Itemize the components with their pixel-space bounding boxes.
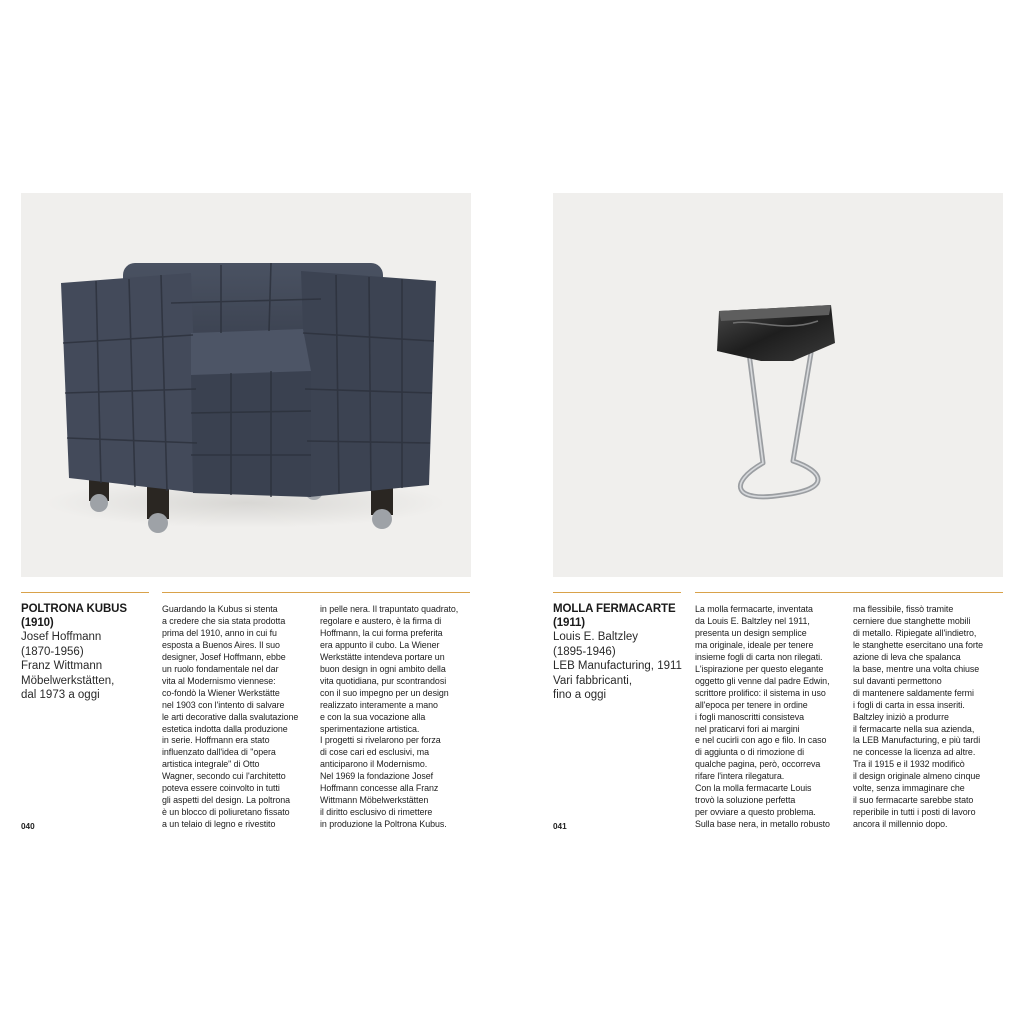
left-page-number: 040 [21, 822, 35, 831]
left-text-rule [162, 592, 470, 593]
right-meta-line: Vari fabbricanti, [553, 674, 633, 687]
right-title: MOLLA FERMACARTE (1911) [553, 603, 676, 629]
left-meta-line: dal 1973 a oggi [21, 689, 100, 702]
left-meta-line: (1870-1956) [21, 645, 84, 658]
right-meta-line: fino a oggi [553, 689, 607, 702]
right-text-rule [695, 592, 1003, 593]
left-meta-line: Franz Wittmann [21, 660, 103, 673]
left-title-rule [21, 592, 149, 593]
left-body-column-2: in pelle nera. Il trapuntato quadrato, regolare e austero, è la firma di Hoffmann, la cui forma preferita era appunto il cubo. La Wiener Werkstätte intendeva portare un buon design in ogni ambito della vita quotidiana, pur scontrandosi con il suo impegno per un design realizzato interamente a mano e con la sua vocazione alla sperimentazione artistica. I progetti si rivelarono per forza di cose cari ed esclusivi, ma anticiparono il Modernismo. Nel 1969 la fondazione Josef Hoffmann concesse alla Franz Wittmann Möbelwerkstätten il diritto esclusivo di rimettere in produzione la Poltrona Kubus. [320, 604, 459, 830]
kubus-chair-photo [21, 193, 471, 577]
right-page-number: 041 [553, 822, 567, 831]
left-meta-line: Möbelwerkstätten, [21, 674, 115, 687]
right-meta-line: Louis E. Baltzley [553, 631, 639, 643]
binder-clip-illustration [553, 193, 1003, 577]
right-body-column-2: ma flessibile, fissò tramite cerniere due stanghette mobili di metallo. Ripiegate all'indietro, le stanghette esercitano una forte azione di leva che spalanca la base, mentre una volta chiuse sul davanti permettono di mantenere saldamente fermi i fogli di carta in essa inseriti. Baltzley iniziò a produrre il fermacarte nella sua azienda, la LEB Manufacturing, e più tardi ne concesse la licenza ad altre. Tra il 1915 e il 1932 modificò il design originale almeno cinque volte, senza immaginare che il suo fermacarte sarebbe stato reperibile in tutti i posti di lavoro ancora il millennio dopo. [853, 604, 984, 830]
right-meta [553, 630, 693, 703]
right-meta-line: (1895-1946) [553, 645, 616, 658]
right-title-block [553, 602, 693, 703]
kubus-chair-illustration [21, 193, 471, 577]
left-meta-line: Josef Hoffmann [21, 631, 102, 643]
left-title-block [21, 602, 161, 703]
left-meta [21, 630, 161, 703]
right-body-column-1: La molla fermacarte, inventata da Louis E. Baltzley nel 1911, presenta un design semplice ma originale, ideale per tenere insieme fogli di carta non rilegati. L'ispirazione per questo elegante oggetto gli venne dal padre Edwin, scrittore prolifico: il sistema in uso all'epoca per tenere in ordine i fogli manoscritti consisteva nel praticarvi fori ai margini e nel cucirli con ago e filo. In caso di aggiunta o di rimozione di qualche pagina, però, occorreva rifare l'intera rilegatura. Con la molla fermacarte Louis trovò la soluzione perfetta per ovviare a questo problema. Sulla base nera, in metallo robusto [695, 604, 830, 830]
binder-clip-photo [553, 193, 1003, 577]
right-meta-line: LEB Manufacturing, 1911 [553, 660, 682, 673]
left-title: POLTRONA KUBUS (1910) [21, 603, 127, 629]
left-body-column-1: Guardando la Kubus si stenta a credere che sia stata prodotta prima del 1910, anno in cui fu esposta a Buenos Aires. Il suo designer, Josef Hoffmann, ebbe un ruolo fondamentale nel dar vita al Modernismo viennese: co-fondò la Wiener Werkstätte nel 1903 con l'intento di salvare le arti decorative dalla svalutazione estetica indotta dalla produzione in serie. Hoffmann era stato influenzato dall'idea di "opera artistica integrale" di Otto Wagner, secondo cui l'architetto poteva essere coinvolto in tutti gli aspetti del design. La poltrona è un blocco di poliuretano fissato a un telaio di legno e rivestito [162, 604, 299, 830]
right-title-rule [553, 592, 681, 593]
